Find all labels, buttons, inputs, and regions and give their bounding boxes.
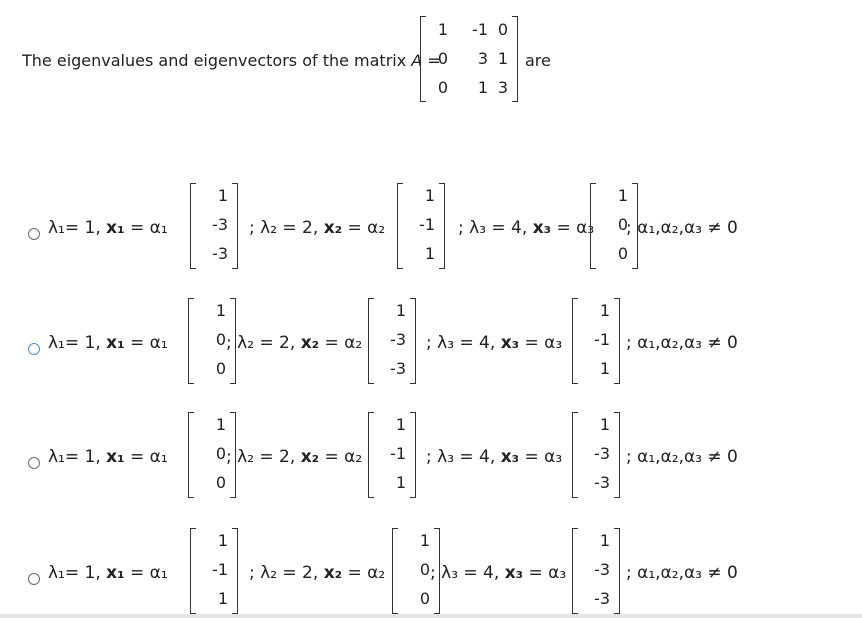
x-2: x₂ xyxy=(300,333,320,353)
vector-entry: -1 xyxy=(594,330,610,349)
x-2: x₂ xyxy=(323,218,343,238)
alpha-2: = α₂ xyxy=(342,218,386,238)
vector-entry: -1 xyxy=(212,560,228,579)
option-expression xyxy=(226,333,362,353)
question-matrix xyxy=(420,16,518,102)
vector-entry: 1 xyxy=(217,531,228,550)
vector-entry: 0 xyxy=(419,589,430,608)
eigenvector-matrix xyxy=(368,298,416,384)
vector-entry: 0 xyxy=(215,473,226,492)
x-1: x₁ xyxy=(106,218,125,238)
eigenvector-matrix xyxy=(572,298,620,384)
option-expression xyxy=(426,447,562,467)
option-radio[interactable] xyxy=(28,457,40,469)
answer-option[interactable] xyxy=(0,412,862,498)
vector-entry: -3 xyxy=(212,215,228,234)
x-2: x₂ xyxy=(323,563,343,583)
matrix-cell: 3 xyxy=(477,49,488,68)
option-radio[interactable] xyxy=(28,343,40,355)
option-expression xyxy=(48,333,168,353)
vector-entry: 1 xyxy=(395,473,406,492)
vector-entry: 1 xyxy=(395,415,406,434)
alpha-condition: ; α₁,α₂,α₃ ≠ 0 xyxy=(626,333,738,353)
matrix-cell: 1 xyxy=(497,49,508,68)
vector-entry: -3 xyxy=(390,359,406,378)
matrix-cell: 3 xyxy=(497,78,508,97)
vector-entry: 0 xyxy=(215,330,226,349)
vector-entry: 1 xyxy=(599,531,610,550)
option-expression xyxy=(626,447,738,467)
vector-entry: 1 xyxy=(395,301,406,320)
x-1: x₁ xyxy=(106,563,125,583)
matrix-cell: 0 xyxy=(437,78,448,97)
alpha-2: = α₂ xyxy=(342,563,386,583)
vector-entry: -1 xyxy=(419,215,435,234)
vector-entry: 0 xyxy=(215,359,226,378)
x-3: x₃ xyxy=(504,563,524,583)
vector-entry: 1 xyxy=(424,186,435,205)
lambda-1: λ₁= 1, xyxy=(48,447,107,467)
option-expression xyxy=(249,218,385,238)
eigenvector-matrix xyxy=(368,412,416,498)
lambda-3: ; λ₃ = 4, xyxy=(426,447,501,467)
lambda-2: ; λ₂ = 2, xyxy=(226,333,301,353)
option-radio[interactable] xyxy=(28,228,40,240)
lambda-1: λ₁= 1, xyxy=(48,218,107,238)
question-text xyxy=(22,51,441,70)
answer-option[interactable] xyxy=(0,298,862,384)
vector-entry: 1 xyxy=(215,301,226,320)
vector-entry: 1 xyxy=(599,415,610,434)
alpha-1: = α₁ xyxy=(124,218,168,238)
lambda-3: ; λ₃ = 4, xyxy=(426,333,501,353)
alpha-3: = α₃ xyxy=(519,447,563,467)
vector-entry: -3 xyxy=(594,560,610,579)
x-2: x₂ xyxy=(300,447,320,467)
lambda-1: λ₁= 1, xyxy=(48,563,107,583)
vector-entry: 1 xyxy=(599,301,610,320)
vector-entry: 1 xyxy=(217,589,228,608)
matrix-cell: 0 xyxy=(437,49,448,68)
x-3: x₃ xyxy=(500,447,520,467)
question-eq: = xyxy=(422,51,441,70)
matrix-cell: -1 xyxy=(472,20,488,39)
alpha-3: = α₃ xyxy=(523,563,567,583)
alpha-condition: ; α₁,α₂,α₃ ≠ 0 xyxy=(626,447,738,467)
answer-option[interactable] xyxy=(0,183,862,269)
matrix-cell: 1 xyxy=(437,20,448,39)
x-3: x₃ xyxy=(500,333,520,353)
eigenvector-matrix xyxy=(572,412,620,498)
vector-entry: 0 xyxy=(419,560,430,579)
vector-entry: 1 xyxy=(217,186,228,205)
matrix-cell: 1 xyxy=(477,78,488,97)
alpha-2: = α₂ xyxy=(319,333,363,353)
alpha-condition: ; α₁,α₂,α₃ ≠ 0 xyxy=(626,563,738,583)
page-divider xyxy=(0,614,862,618)
option-expression xyxy=(626,333,738,353)
question-prefix: The eigenvalues and eigenvectors of the matrix xyxy=(22,51,412,70)
answer-option[interactable] xyxy=(0,528,862,614)
lambda-3: ; λ₃ = 4, xyxy=(458,218,533,238)
option-expression xyxy=(426,333,562,353)
alpha-1: = α₁ xyxy=(124,447,168,467)
vector-entry: -3 xyxy=(594,444,610,463)
option-expression xyxy=(48,563,168,583)
option-expression xyxy=(458,218,594,238)
option-expression xyxy=(226,447,362,467)
vector-entry: 1 xyxy=(215,415,226,434)
option-radio[interactable] xyxy=(28,573,40,585)
vector-entry: -3 xyxy=(594,589,610,608)
vector-entry: 0 xyxy=(617,244,628,263)
eigenvector-matrix xyxy=(572,528,620,614)
lambda-2: ; λ₂ = 2, xyxy=(249,563,324,583)
matrix-var: A xyxy=(411,51,423,70)
option-expression xyxy=(430,563,566,583)
x-1: x₁ xyxy=(106,333,125,353)
option-expression xyxy=(249,563,385,583)
option-expression xyxy=(626,563,738,583)
vector-entry: 0 xyxy=(617,215,628,234)
vector-entry: 1 xyxy=(419,531,430,550)
eigenvector-matrix xyxy=(190,528,238,614)
alpha-condition: ; α₁,α₂,α₃ ≠ 0 xyxy=(626,218,738,238)
alpha-2: = α₂ xyxy=(319,447,363,467)
question-suffix: are xyxy=(525,51,551,70)
lambda-2: ; λ₂ = 2, xyxy=(249,218,324,238)
option-expression xyxy=(48,218,168,238)
eigenvector-matrix xyxy=(190,183,238,269)
lambda-3: ; λ₃ = 4, xyxy=(430,563,505,583)
vector-entry: 1 xyxy=(617,186,628,205)
lambda-2: ; λ₂ = 2, xyxy=(226,447,301,467)
option-expression xyxy=(48,447,168,467)
vector-entry: -1 xyxy=(390,444,406,463)
lambda-1: λ₁= 1, xyxy=(48,333,107,353)
alpha-1: = α₁ xyxy=(124,333,168,353)
x-1: x₁ xyxy=(106,447,125,467)
vector-entry: -3 xyxy=(390,330,406,349)
vector-entry: 0 xyxy=(215,444,226,463)
x-3: x₃ xyxy=(532,218,552,238)
alpha-3: = α₃ xyxy=(519,333,563,353)
alpha-1: = α₁ xyxy=(124,563,168,583)
vector-entry: -3 xyxy=(212,244,228,263)
alpha-3: = α₃ xyxy=(551,218,595,238)
vector-entry: -3 xyxy=(594,473,610,492)
eigenvector-matrix xyxy=(397,183,445,269)
vector-entry: 1 xyxy=(599,359,610,378)
option-expression xyxy=(626,218,738,238)
vector-entry: 1 xyxy=(424,244,435,263)
matrix-cell: 0 xyxy=(497,20,508,39)
